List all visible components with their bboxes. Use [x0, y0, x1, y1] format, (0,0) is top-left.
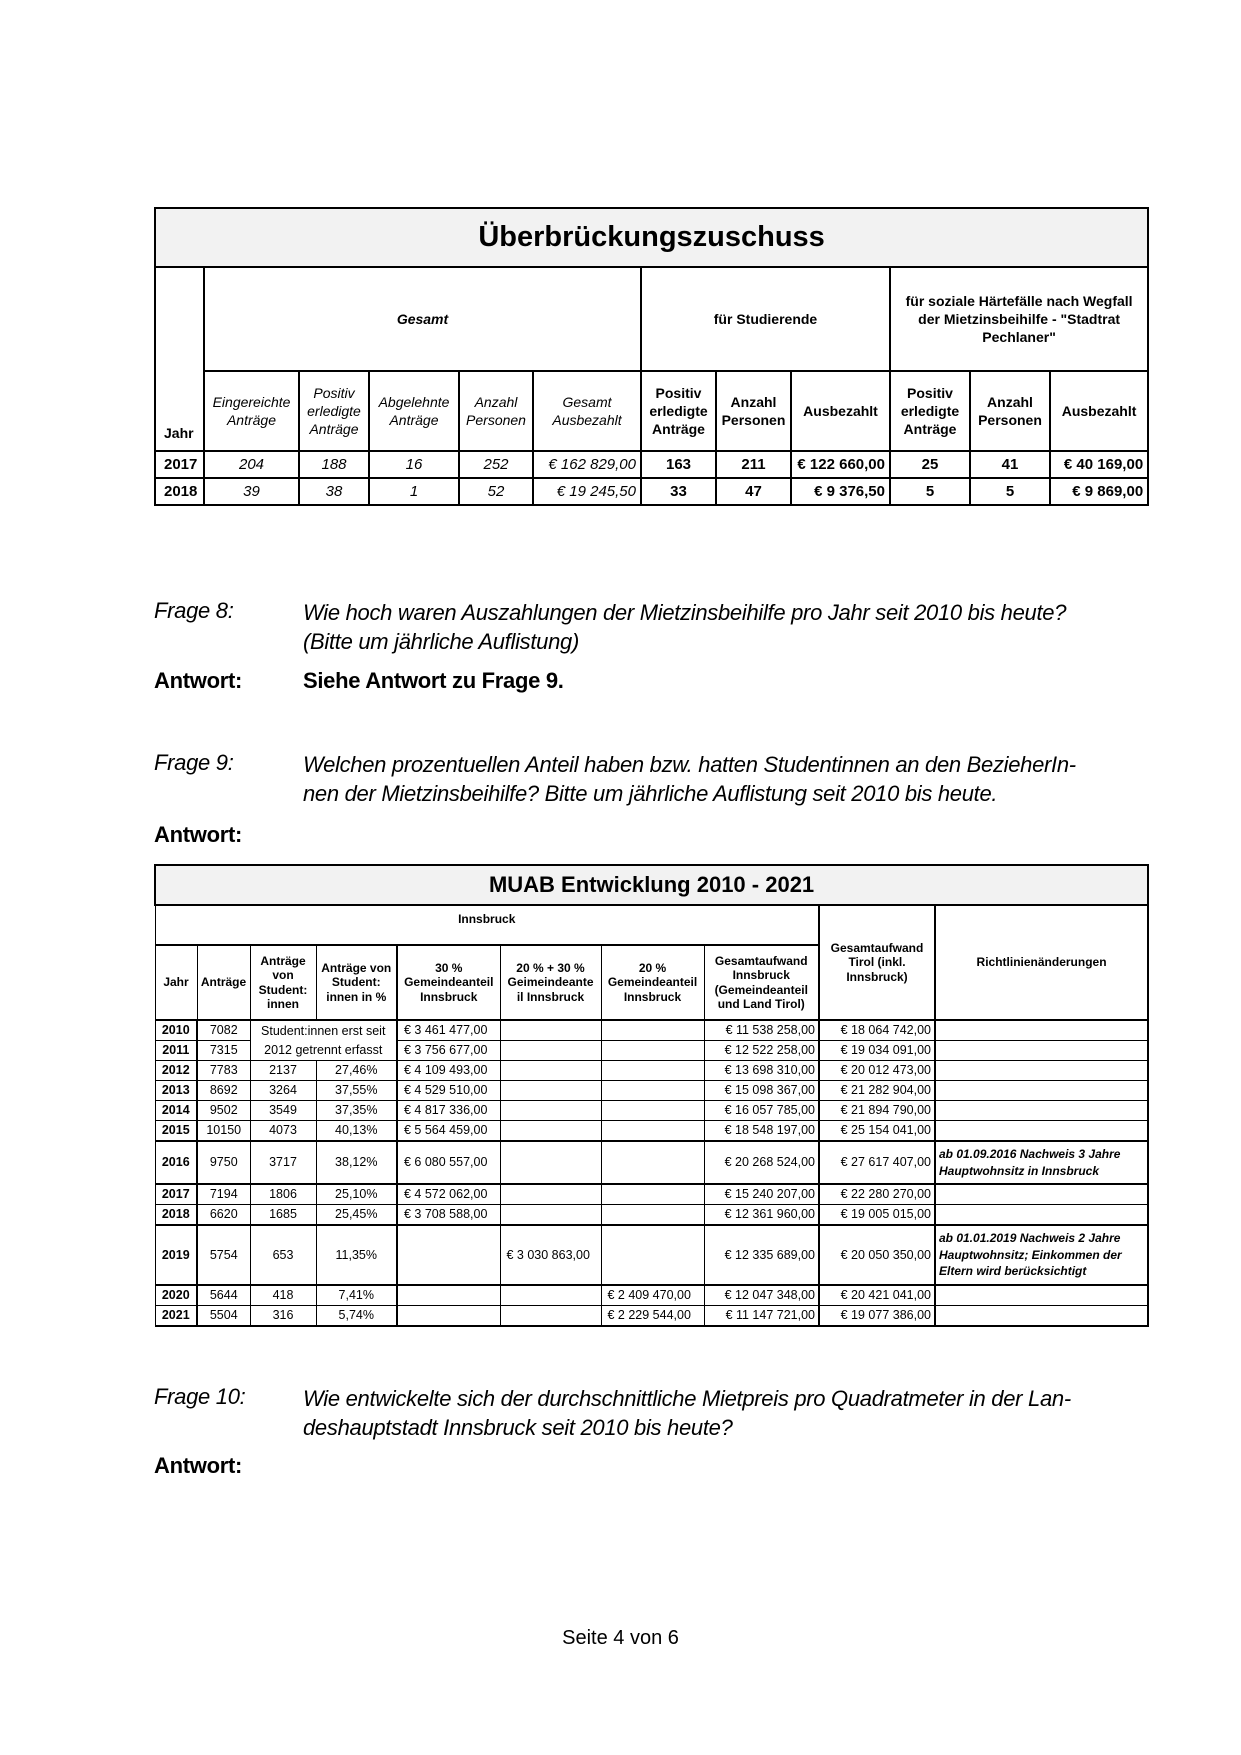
cell-antraege: 8692: [197, 1081, 250, 1101]
header-positiv: Positiv erledigte Anträge: [299, 371, 369, 451]
cell-g2030: [500, 1020, 601, 1041]
header-eingereichte: Eingereichte Anträge: [204, 371, 299, 451]
cell-richtlinien: [935, 1205, 1148, 1226]
cell-stud-pct: 25,45%: [316, 1205, 397, 1226]
cell-ges-ibk: € 16 057 785,00: [704, 1101, 819, 1121]
table2-title: MUAB Entwicklung 2010 - 2021: [155, 865, 1148, 905]
frage10-line2: deshauptstadt Innsbruck seit 2010 bis heute?: [303, 1415, 733, 1440]
cell-g2030: [500, 1041, 601, 1061]
cell-g2030: [500, 1081, 601, 1101]
cell-g20: [601, 1041, 704, 1061]
cell-h-positiv: 5: [890, 478, 970, 505]
cell-ges-tirol: € 18 064 742,00: [819, 1020, 935, 1041]
cell-g30: € 3 461 477,00: [397, 1020, 500, 1041]
frage10-line1: Wie entwickelte sich der durchschnittliche Mietpreis pro Quadratmeter in der Lan-: [303, 1386, 1071, 1411]
frage8-answer: Siehe Antwort zu Frage 9.: [303, 668, 564, 693]
cell-antraege: 9502: [197, 1101, 250, 1121]
cell-ges-ibk: € 13 698 310,00: [704, 1061, 819, 1081]
cell-h-positiv: 25: [890, 451, 970, 478]
table-row: [155, 1184, 1148, 1205]
table-row: [155, 1101, 1148, 1121]
cell-g30: [397, 1285, 500, 1306]
cell-g2030: [500, 1141, 601, 1184]
frage8-answer-label: Antwort:: [154, 668, 243, 693]
cell-g2030: [500, 1061, 601, 1081]
table-row: [155, 1121, 1148, 1142]
cell-g30: [397, 1225, 500, 1285]
cell-ges-tirol: € 27 617 407,00: [819, 1141, 935, 1184]
cell-jahr: 2020: [155, 1285, 197, 1306]
cell-richtlinien: ab 01.01.2019 Nachweis 2 Jahre Hauptwohnsitz; Einkommen der Eltern wird berücksichtigt: [935, 1225, 1148, 1285]
cell-richtlinien: [935, 1306, 1148, 1327]
cell-jahr: 2021: [155, 1306, 197, 1327]
table1-group-haertefaelle: für soziale Härtefälle nach Wegfall der Mietzinsbeihilfe - "Stadtrat Pechlaner": [890, 267, 1148, 371]
frage8-line1: Wie hoch waren Auszahlungen der Mietzinsbeihilfe pro Jahr seit 2010 bis heute?: [303, 600, 1067, 625]
cell-stud: 3717: [250, 1141, 316, 1184]
cell-g2030: [500, 1184, 601, 1205]
header-stud-ausbezahlt: Ausbezahlt: [791, 371, 890, 451]
cell-g20: [601, 1061, 704, 1081]
cell-richtlinien: ab 01.09.2016 Nachweis 3 Jahre Hauptwohnsitz in Innsbruck: [935, 1141, 1148, 1184]
table-row: [155, 1081, 1148, 1101]
table-row: [155, 451, 1148, 478]
table-row: [155, 1141, 1148, 1184]
cell-g30: [397, 1306, 500, 1327]
frage10-label: Frage 10:: [154, 1384, 246, 1409]
cell-ges-tirol: € 20 012 473,00: [819, 1061, 935, 1081]
cell-ges-tirol: € 19 034 091,00: [819, 1041, 935, 1061]
header-gesamt-tirol: Gesamtaufwand Tirol (inkl. Innsbruck): [819, 905, 935, 1020]
cell-eingereichte: 39: [204, 478, 299, 505]
cell-g20: [601, 1101, 704, 1121]
cell-g20: [601, 1081, 704, 1101]
cell-stud-pct: 40,13%: [316, 1121, 397, 1142]
cell-richtlinien: [935, 1041, 1148, 1061]
cell-abgelehnte: 16: [369, 451, 459, 478]
frage9-label: Frage 9:: [154, 750, 234, 775]
table1-title: Überbrückungszuschuss: [155, 208, 1148, 267]
table1-jahr-header: Jahr: [155, 267, 204, 451]
cell-g30: € 4 572 062,00: [397, 1184, 500, 1205]
cell-gesamt-ausbezahlt: € 162 829,00: [533, 451, 641, 478]
header-gesamt-ibk: Gesamtaufwand Innsbruck (Gemeindeanteil und Land Tirol): [704, 945, 819, 1020]
header-g2030: 20 % + 30 % Geimeindeante il Innsbruck: [500, 945, 601, 1020]
cell-antraege: 7315: [197, 1041, 250, 1061]
header-g20: 20 % Gemeindeanteil Innsbruck: [601, 945, 704, 1020]
cell-g30: € 3 756 677,00: [397, 1041, 500, 1061]
header-stud-anzahl: Anzahl Personen: [716, 371, 791, 451]
cell-stud-pct: 25,10%: [316, 1184, 397, 1205]
merged-note-studentinnen: Student:innen erst seit 2012 getrennt erfasst: [250, 1020, 397, 1061]
cell-antraege: 5754: [197, 1225, 250, 1285]
header-stud-pct: Anträge von Student: innen in %: [316, 945, 397, 1020]
cell-richtlinien: [935, 1101, 1148, 1121]
cell-g20: € 2 229 544,00: [601, 1306, 704, 1327]
table-row: [155, 1285, 1148, 1306]
cell-g20: [601, 1020, 704, 1041]
cell-stud: 4073: [250, 1121, 316, 1142]
cell-stud: 418: [250, 1285, 316, 1306]
header-h-positiv: Positiv erledigte Anträge: [890, 371, 970, 451]
cell-ges-ibk: € 20 268 524,00: [704, 1141, 819, 1184]
cell-ges-ibk: € 12 522 258,00: [704, 1041, 819, 1061]
table-row: [155, 1061, 1148, 1081]
cell-g30: € 4 109 493,00: [397, 1061, 500, 1081]
cell-anzahl: 252: [459, 451, 533, 478]
cell-stud-pct: 5,74%: [316, 1306, 397, 1327]
cell-richtlinien: [935, 1121, 1148, 1142]
cell-stud-pct: 37,55%: [316, 1081, 397, 1101]
frage10-answer-label: Antwort:: [154, 1453, 243, 1478]
cell-richtlinien: [935, 1020, 1148, 1041]
cell-stud-positiv: 163: [641, 451, 716, 478]
cell-antraege: 5644: [197, 1285, 250, 1306]
cell-stud: 1685: [250, 1205, 316, 1226]
table1-group-gesamt: Gesamt: [204, 267, 641, 371]
cell-stud: 3264: [250, 1081, 316, 1101]
cell-stud-pct: 7,41%: [316, 1285, 397, 1306]
cell-ges-tirol: € 20 421 041,00: [819, 1285, 935, 1306]
cell-ges-tirol: € 19 077 386,00: [819, 1306, 935, 1327]
cell-g30: € 4 529 510,00: [397, 1081, 500, 1101]
cell-h-anzahl: 5: [970, 478, 1050, 505]
cell-jahr: 2012: [155, 1061, 197, 1081]
cell-stud-anzahl: 211: [716, 451, 791, 478]
cell-g20: [601, 1141, 704, 1184]
frage10-question: [303, 1384, 1153, 1442]
cell-stud: 3549: [250, 1101, 316, 1121]
table-row: [155, 1020, 1148, 1041]
cell-h-ausbezahlt: € 9 869,00: [1050, 478, 1148, 505]
header-richtlinien: Richtlinienänderungen: [935, 905, 1148, 1020]
table2-region-header: Innsbruck: [155, 905, 819, 945]
cell-antraege: 10150: [197, 1121, 250, 1142]
cell-jahr: 2010: [155, 1020, 197, 1041]
cell-antraege: 7783: [197, 1061, 250, 1081]
header-h-ausbezahlt: Ausbezahlt: [1050, 371, 1148, 451]
muab-entwicklung-table: [154, 864, 1149, 1327]
frage8-question: [303, 598, 1153, 656]
cell-ges-ibk: € 11 538 258,00: [704, 1020, 819, 1041]
header-abgelehnte: Abgelehnte Anträge: [369, 371, 459, 451]
cell-richtlinien: [935, 1061, 1148, 1081]
cell-jahr: 2011: [155, 1041, 197, 1061]
cell-ges-ibk: € 15 098 367,00: [704, 1081, 819, 1101]
cell-stud: 653: [250, 1225, 316, 1285]
ueberbrueckungszuschuss-table: [154, 207, 1149, 506]
table-row: [155, 1225, 1148, 1285]
header-antraege: Anträge: [197, 945, 250, 1020]
cell-antraege: 7082: [197, 1020, 250, 1041]
cell-positiv: 38: [299, 478, 369, 505]
cell-g30: € 4 817 336,00: [397, 1101, 500, 1121]
cell-stud-anzahl: 47: [716, 478, 791, 505]
cell-g2030: [500, 1121, 601, 1142]
frage9-answer-label: Antwort:: [154, 822, 243, 847]
cell-ges-ibk: € 12 361 960,00: [704, 1205, 819, 1226]
frage9-line2: nen der Mietzinsbeihilfe? Bitte um jährliche Auflistung seit 2010 bis heute.: [303, 781, 998, 806]
cell-antraege: 7194: [197, 1184, 250, 1205]
cell-stud-pct: 38,12%: [316, 1141, 397, 1184]
cell-ges-ibk: € 12 335 689,00: [704, 1225, 819, 1285]
table-row: [155, 1205, 1148, 1226]
cell-g20: [601, 1205, 704, 1226]
cell-g2030: [500, 1306, 601, 1327]
cell-g20: [601, 1121, 704, 1142]
cell-jahr: 2017: [155, 451, 204, 478]
frage9-question: [303, 750, 1153, 808]
cell-ges-tirol: € 25 154 041,00: [819, 1121, 935, 1142]
cell-antraege: 5504: [197, 1306, 250, 1327]
cell-eingereichte: 204: [204, 451, 299, 478]
header-anzahl: Anzahl Personen: [459, 371, 533, 451]
frage8-label: Frage 8:: [154, 598, 234, 623]
cell-jahr: 2015: [155, 1121, 197, 1142]
table-row: [155, 478, 1148, 505]
cell-antraege: 9750: [197, 1141, 250, 1184]
cell-stud: 316: [250, 1306, 316, 1327]
header-gesamt-ausbezahlt: Gesamt Ausbezahlt: [533, 371, 641, 451]
cell-stud-pct: 27,46%: [316, 1061, 397, 1081]
cell-stud: 2137: [250, 1061, 316, 1081]
cell-jahr: 2013: [155, 1081, 197, 1101]
header-stud-positiv: Positiv erledigte Anträge: [641, 371, 716, 451]
cell-ges-tirol: € 21 282 904,00: [819, 1081, 935, 1101]
header-g30: 30 % Gemeindeanteil Innsbruck: [397, 945, 500, 1020]
cell-jahr: 2016: [155, 1141, 197, 1184]
cell-antraege: 6620: [197, 1205, 250, 1226]
cell-g2030: [500, 1101, 601, 1121]
cell-ges-tirol: € 22 280 270,00: [819, 1184, 935, 1205]
cell-jahr: 2019: [155, 1225, 197, 1285]
cell-g20: [601, 1225, 704, 1285]
cell-ges-tirol: € 19 005 015,00: [819, 1205, 935, 1226]
cell-ges-ibk: € 15 240 207,00: [704, 1184, 819, 1205]
cell-richtlinien: [935, 1285, 1148, 1306]
cell-jahr: 2018: [155, 478, 204, 505]
cell-stud-pct: 37,35%: [316, 1101, 397, 1121]
cell-stud-ausbezahlt: € 9 376,50: [791, 478, 890, 505]
cell-jahr: 2017: [155, 1184, 197, 1205]
cell-ges-ibk: € 18 548 197,00: [704, 1121, 819, 1142]
cell-ges-ibk: € 12 047 348,00: [704, 1285, 819, 1306]
cell-jahr: 2018: [155, 1205, 197, 1226]
cell-g30: € 3 708 588,00: [397, 1205, 500, 1226]
frage8-line2: (Bitte um jährliche Auflistung): [303, 629, 580, 654]
cell-h-anzahl: 41: [970, 451, 1050, 478]
cell-h-ausbezahlt: € 40 169,00: [1050, 451, 1148, 478]
frage9-line1: Welchen prozentuellen Anteil haben bzw. hatten Studentinnen an den BezieherIn-: [303, 752, 1076, 777]
cell-positiv: 188: [299, 451, 369, 478]
cell-ges-tirol: € 21 894 790,00: [819, 1101, 935, 1121]
cell-abgelehnte: 1: [369, 478, 459, 505]
cell-g30: € 6 080 557,00: [397, 1141, 500, 1184]
cell-stud-pct: 11,35%: [316, 1225, 397, 1285]
cell-stud-ausbezahlt: € 122 660,00: [791, 451, 890, 478]
cell-g2030: [500, 1205, 601, 1226]
cell-g20: [601, 1184, 704, 1205]
cell-ges-ibk: € 11 147 721,00: [704, 1306, 819, 1327]
cell-stud: 1806: [250, 1184, 316, 1205]
header-jahr: Jahr: [155, 945, 197, 1020]
table-row: [155, 1306, 1148, 1327]
header-stud: Anträge von Student: innen: [250, 945, 316, 1020]
cell-stud-positiv: 33: [641, 478, 716, 505]
header-h-anzahl: Anzahl Personen: [970, 371, 1050, 451]
cell-ges-tirol: € 20 050 350,00: [819, 1225, 935, 1285]
cell-g2030: € 3 030 863,00: [500, 1225, 601, 1285]
cell-g2030: [500, 1285, 601, 1306]
cell-gesamt-ausbezahlt: € 19 245,50: [533, 478, 641, 505]
cell-richtlinien: [935, 1081, 1148, 1101]
cell-richtlinien: [935, 1184, 1148, 1205]
cell-anzahl: 52: [459, 478, 533, 505]
cell-g30: € 5 564 459,00: [397, 1121, 500, 1142]
cell-g20: € 2 409 470,00: [601, 1285, 704, 1306]
table1-group-studierende: für Studierende: [641, 267, 890, 371]
cell-jahr: 2014: [155, 1101, 197, 1121]
page-number: Seite 4 von 6: [562, 1627, 679, 1649]
